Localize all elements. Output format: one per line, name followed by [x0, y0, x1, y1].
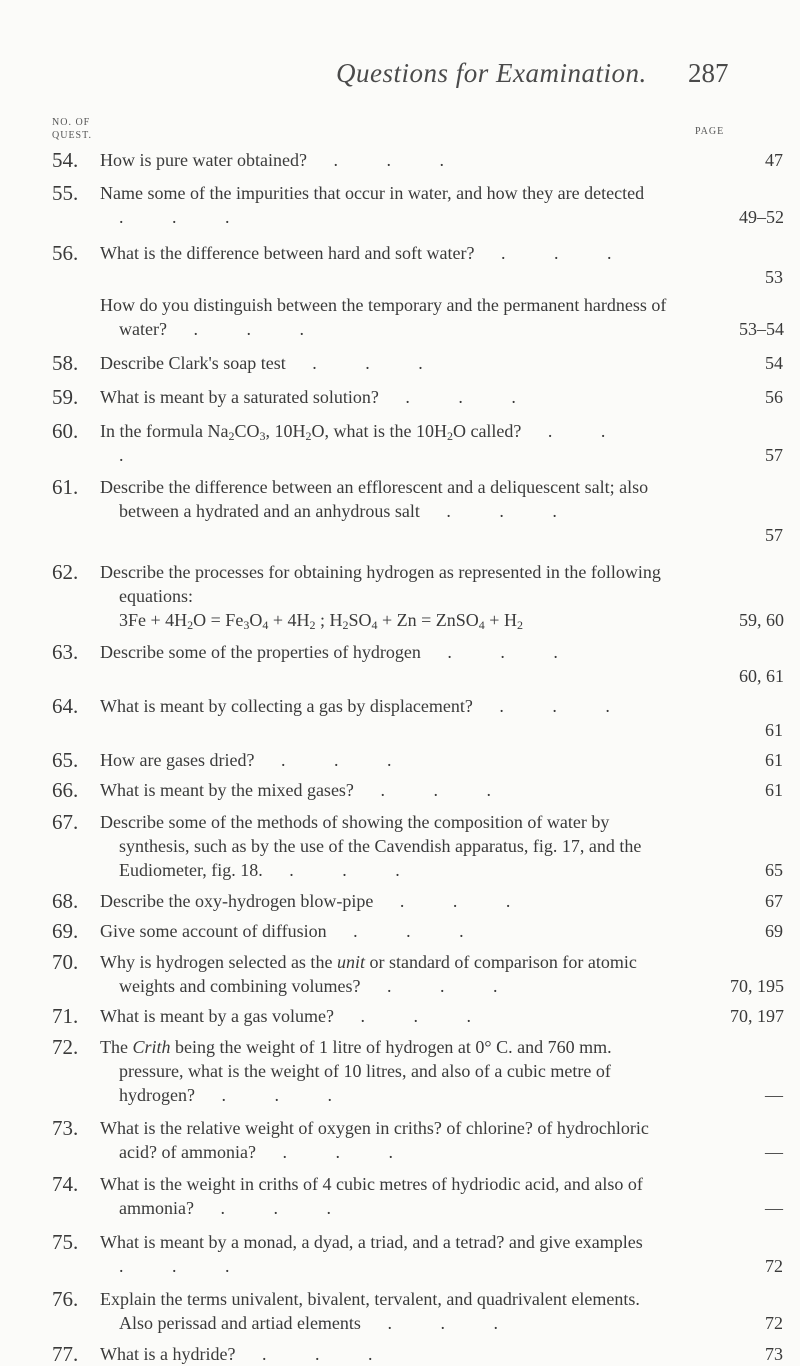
page-reference: 60, 61 [739, 666, 784, 686]
leader-dots: . . . [420, 642, 580, 662]
question-text: What is meant by the mixed gases? . . . 61 [100, 780, 783, 800]
question-text: What is meant by a monad, a dyad, a triad, and a tetrad? and give examples . . . 72 [100, 1232, 783, 1276]
question-entry [0, 810, 800, 882]
question-entry [0, 1116, 800, 1164]
page-number: 287 [688, 58, 729, 88]
question-number: 68. [52, 889, 79, 913]
leader-dots: . . . [360, 1313, 520, 1333]
question-body [100, 919, 783, 943]
question-text: What is the difference between hard and soft water? . . . 53 [100, 243, 783, 287]
question-text: What is a hydride? . . . 73 [100, 1344, 783, 1364]
question-entry [0, 1172, 800, 1220]
leader-dots: . . . [360, 976, 520, 996]
question-entry [0, 241, 800, 341]
question-number: 71. [52, 1004, 79, 1028]
question-entry [0, 950, 800, 998]
page-reference: 53–54 [739, 319, 784, 339]
question-text: What is meant by collecting a gas by displacement? . . . 61 [100, 696, 783, 740]
question-text: How is pure water obtained? . . . 47 [100, 150, 783, 170]
question-body [100, 778, 783, 802]
question-number: 72. [52, 1035, 79, 1059]
question-text: How do you distinguish between the temporary and the permanent hardness of water? . . . 53–54 [100, 295, 784, 339]
question-number: 67. [52, 810, 79, 834]
question-entry [0, 1287, 800, 1335]
leader-dots: . . . [306, 150, 466, 170]
leader-dots: . . . [419, 501, 579, 521]
question-entry [0, 1342, 800, 1366]
leader-dots: . . . [378, 387, 538, 407]
leader-dots: . . . [472, 696, 632, 716]
question-number: 70. [52, 950, 79, 974]
question-body [100, 419, 783, 467]
question-number: 75. [52, 1230, 79, 1254]
question-entry [0, 694, 800, 742]
question-entry [0, 1230, 800, 1278]
question-number: 60. [52, 419, 79, 443]
page-column-label: PAGE [695, 126, 725, 137]
question-number: 54. [52, 148, 79, 172]
question-number: 55. [52, 181, 79, 205]
question-text: Describe some of the methods of showing the composition of water by synthesis, such as by the use of the Cavendish apparatus, fig. 17, and the Eudiometer, fig. 18. . . . 65 [100, 812, 783, 880]
running-title: Questions for Examination. [336, 58, 647, 88]
question-body [100, 748, 783, 772]
leader-dots: . . . [254, 750, 414, 770]
leader-dots: . . . [285, 353, 445, 373]
question-entry [0, 748, 800, 772]
leader-dots: . . . [474, 243, 634, 263]
question-body [100, 1035, 783, 1107]
leader-dots: . . . [255, 1142, 415, 1162]
question-text: What is the relative weight of oxygen in criths? of chlorine? of hydrochloric acid? of ammonia? . . . — [100, 1118, 783, 1162]
question-entry [0, 919, 800, 943]
question-body [100, 475, 783, 547]
leader-dots: . . . [373, 891, 533, 911]
question-number: 62. [52, 560, 79, 584]
question-number: 66. [52, 778, 79, 802]
question-entry [0, 148, 800, 172]
question-entry [0, 419, 800, 467]
page-reference: 49–52 [739, 207, 784, 227]
leader-dots: . . . [119, 421, 628, 465]
question-body [100, 810, 783, 882]
leader-dots: . . . [235, 1344, 395, 1364]
question-body [100, 1172, 783, 1220]
page-header [0, 58, 800, 98]
question-number: 73. [52, 1116, 79, 1140]
question-number: 58. [52, 351, 79, 375]
question-text: Give some account of diffusion . . . 69 [100, 921, 783, 941]
leader-dots: . . . [326, 921, 486, 941]
leader-dots: . . . [353, 780, 513, 800]
question-entry [0, 351, 800, 375]
page-reference: 70, 195 [730, 976, 784, 996]
question-body [100, 241, 784, 341]
page-reference: 59, 60 [739, 610, 784, 630]
question-body [100, 385, 783, 409]
question-body [100, 560, 784, 632]
question-number: 59. [52, 385, 79, 409]
question-body [100, 1230, 783, 1278]
question-text: In the formula $Na_2CO_3$, $10H_2O$, what is the $10H_2O$ called? . . . 57 [100, 421, 783, 465]
question-text: The Crith being the weight of 1 litre of hydrogen at 0° C. and 760 mm. pressure, what is the weight of 10 litres, and also of a cubic metre of hydrogen? . . . — [100, 1037, 783, 1105]
question-entry [0, 1004, 800, 1028]
question-text: What is meant by a gas volume? . . . 70, 197 [100, 1006, 784, 1026]
question-text: What is the weight in criths of 4 cubic metres of hydriodic acid, and also of ammonia? . . . — [100, 1174, 783, 1218]
question-text: Explain the terms univalent, bivalent, tervalent, and quadrivalent elements. Also perissad and artiad elements . . . 72 [100, 1289, 783, 1333]
question-body [100, 351, 783, 375]
question-number: 76. [52, 1287, 79, 1311]
question-body [100, 950, 784, 998]
question-body [100, 1287, 783, 1335]
leader-dots: . . . [119, 207, 252, 227]
leader-dots [523, 610, 531, 630]
question-entry [0, 889, 800, 913]
question-number: 74. [52, 1172, 79, 1196]
question-text: Describe the difference between an efflorescent and a deliquescent salt; also between a hydrated and an anhydrous salt . . . 57 [100, 477, 783, 545]
question-number: 61. [52, 475, 79, 499]
question-number: 69. [52, 919, 79, 943]
question-number: 64. [52, 694, 79, 718]
question-body [100, 694, 783, 742]
question-entry [0, 385, 800, 409]
question-entry [0, 778, 800, 802]
question-number: 56. [52, 241, 79, 265]
leader-dots: . . . [193, 1198, 353, 1218]
question-text: What is meant by a saturated solution? . . . 56 [100, 387, 783, 407]
question-body [100, 148, 783, 172]
question-text: How are gases dried? . . . 61 [100, 750, 783, 770]
question-text: Describe some of the properties of hydrogen . . . 60, 61 [100, 642, 784, 686]
question-number: 63. [52, 640, 79, 664]
question-entry [0, 560, 800, 632]
question-body [100, 1116, 783, 1164]
question-entry [0, 181, 800, 229]
question-body [100, 181, 784, 229]
question-list [0, 140, 800, 1366]
question-body [100, 1342, 783, 1366]
leader-dots: . . . [333, 1006, 493, 1026]
question-entry [0, 1035, 800, 1107]
question-text: Why is hydrogen selected as the unit or standard of comparison for atomic weights and combining volumes? . . . 70, 195 [100, 952, 784, 996]
question-body [100, 889, 783, 913]
question-number-column-label: NO. OF QUEST. [52, 117, 92, 141]
question-number: 65. [52, 748, 79, 772]
page-reference: 70, 197 [730, 1006, 784, 1026]
question-text: Describe the oxy-hydrogen blow-pipe . . . 67 [100, 891, 783, 911]
question-body [100, 1004, 784, 1028]
question-text: Name some of the impurities that occur in water, and how they are detected . . . 49–52 [100, 183, 784, 227]
leader-dots: . . . [166, 319, 326, 339]
question-entry [0, 475, 800, 547]
question-text: Describe the processes for obtaining hydrogen as represented in the following equations: [100, 562, 661, 606]
leader-dots: . . . [194, 1085, 354, 1105]
leader-dots: . . . [262, 860, 422, 880]
leader-dots: . . . [119, 1256, 252, 1276]
question-number: 77. [52, 1342, 79, 1366]
question-body [100, 640, 784, 688]
chemical-equation: $3Fe + 4H_2O = Fe_3O_4 + 4H_2$ ; $H_2SO_4 + Zn$ = ZnSO$_4$ + $H_2$ 59, 60 [119, 610, 784, 632]
question-text: Describe Clark's soap test . . . 54 [100, 353, 783, 373]
question-entry [0, 640, 800, 688]
